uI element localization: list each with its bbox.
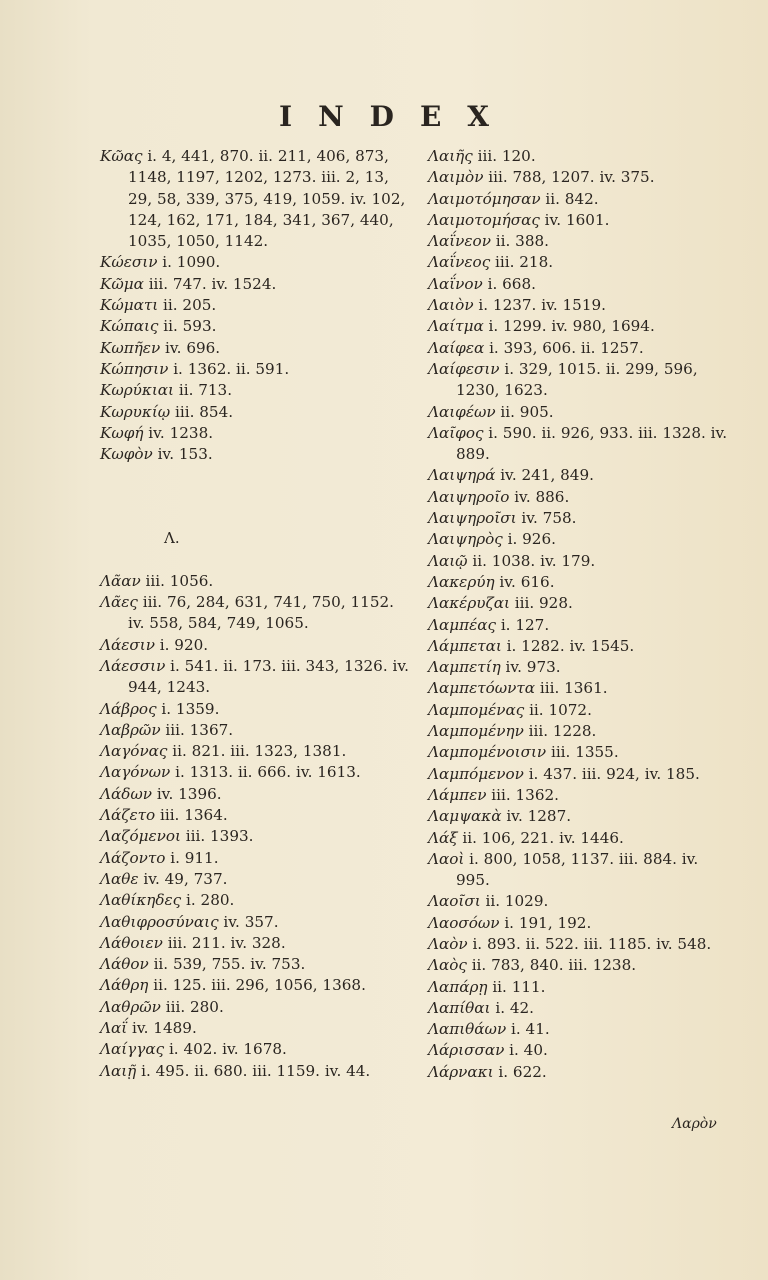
index-references: ii. 842. bbox=[545, 189, 599, 208]
index-headword: Λαΐνον bbox=[428, 274, 483, 293]
index-entry bbox=[428, 678, 728, 699]
index-headword: Λαιψηροῖο bbox=[428, 487, 510, 506]
index-references: iv. 241, 849. bbox=[500, 466, 594, 485]
index-references: i. 40. bbox=[509, 1041, 548, 1060]
index-group-kappa bbox=[100, 146, 412, 465]
index-entry bbox=[100, 741, 412, 762]
index-references: i. 926. bbox=[507, 530, 556, 549]
index-headword: Κώπησιν bbox=[100, 359, 169, 378]
index-references: iii. 747. iv. 1524. bbox=[148, 274, 277, 293]
index-headword: Λαιφέων bbox=[428, 402, 496, 421]
index-entry bbox=[428, 806, 728, 827]
index-entry bbox=[428, 551, 728, 572]
index-references: iv. 49, 737. bbox=[143, 869, 228, 888]
index-entry bbox=[428, 828, 728, 849]
index-references: iii. 1361. bbox=[539, 679, 608, 698]
index-group-lambda-continued bbox=[428, 146, 728, 1083]
index-references: i. 1299. iv. 980, 1694. bbox=[488, 317, 655, 336]
index-entry bbox=[100, 592, 412, 635]
index-references: iv. 1601. bbox=[544, 210, 610, 229]
index-headword: Κώματι bbox=[100, 296, 159, 315]
index-headword: Λαίφεα bbox=[428, 338, 485, 357]
index-entry bbox=[100, 359, 412, 380]
index-headword: Κωφὸν bbox=[100, 445, 153, 464]
index-entry bbox=[428, 359, 728, 402]
index-references: i. 4, 441, 870. ii. 211, 406, 873, 1148, 1197, 1202, 1273. iii. 2, 13, 29, 58, 339, 375, 419, 1059. iv. 102, 124, 162, 171, 184, 341, 367, 440, 1035, 1050, 1142. bbox=[128, 147, 406, 251]
index-entry bbox=[428, 1019, 728, 1040]
index-entry bbox=[428, 615, 728, 636]
index-headword: Λάβρος bbox=[100, 699, 157, 718]
index-headword: Κωρυκίῳ bbox=[100, 402, 171, 421]
index-headword: Λάθοιεν bbox=[100, 933, 163, 952]
index-references: ii. 593. bbox=[163, 317, 217, 336]
index-references: ii. 205. bbox=[163, 296, 217, 315]
index-headword: Λαιὸν bbox=[428, 296, 474, 315]
index-entry bbox=[100, 252, 412, 273]
index-references: ii. 1029. bbox=[485, 892, 549, 911]
index-entry bbox=[100, 571, 412, 592]
index-references: iv. 758. bbox=[521, 509, 577, 528]
index-headword: Λαΐ bbox=[100, 1018, 128, 1037]
index-entry bbox=[428, 210, 728, 231]
index-entry bbox=[100, 274, 412, 295]
index-headword: Λαμπετόωντα bbox=[428, 679, 536, 698]
index-entry bbox=[428, 402, 728, 423]
index-headword: Λαπιθάων bbox=[428, 1020, 507, 1039]
index-references: iii. 1367. bbox=[165, 720, 234, 739]
index-entry bbox=[428, 764, 728, 785]
index-references: i. 1282. iv. 1545. bbox=[506, 636, 635, 655]
index-entry bbox=[428, 849, 728, 892]
index-entry bbox=[428, 934, 728, 955]
index-entry bbox=[100, 912, 412, 933]
index-headword: Λακέρυζαι bbox=[428, 594, 510, 613]
index-headword: Λαιψηρὸς bbox=[428, 530, 503, 549]
index-references: ii. 388. bbox=[495, 232, 549, 251]
index-entry bbox=[428, 423, 728, 466]
index-headword: Λάξ bbox=[428, 828, 458, 847]
index-headword: Λάζοντο bbox=[100, 848, 166, 867]
index-headword: Λαιψηρά bbox=[428, 466, 496, 485]
index-references: iv. 1238. bbox=[148, 423, 214, 442]
index-references: iv. 696. bbox=[165, 338, 221, 357]
index-entry bbox=[100, 805, 412, 826]
index-references: iv. 1396. bbox=[156, 784, 222, 803]
index-references: i. 127. bbox=[500, 615, 550, 634]
index-entry bbox=[428, 593, 728, 614]
index-headword: Κώεσιν bbox=[100, 253, 158, 272]
index-entry bbox=[100, 954, 412, 975]
index-references: ii. 539, 755. iv. 753. bbox=[153, 955, 306, 974]
index-entry bbox=[100, 933, 412, 954]
index-references: ii. 125. iii. 296, 1056, 1368. bbox=[153, 976, 366, 995]
index-headword: Λάρισσαν bbox=[428, 1041, 505, 1060]
index-headword: Λαπάρῃ bbox=[428, 977, 488, 996]
index-headword: Κῶμα bbox=[100, 274, 144, 293]
index-headword: Λαθίκηδες bbox=[100, 891, 182, 910]
index-headword: Λαὸν bbox=[428, 934, 468, 953]
index-headword: Λάζετο bbox=[100, 806, 156, 825]
index-headword: Κωρύκιαι bbox=[100, 381, 175, 400]
index-references: ii. 106, 221. iv. 1446. bbox=[462, 828, 624, 847]
index-entry bbox=[428, 295, 728, 316]
index-entry bbox=[100, 1039, 412, 1060]
index-headword: Λάμπεται bbox=[428, 636, 502, 655]
index-entry bbox=[428, 891, 728, 912]
index-entry bbox=[100, 316, 412, 337]
index-entry bbox=[428, 657, 728, 678]
index-entry bbox=[428, 487, 728, 508]
index-references: i. 800, 1058, 1137. iii. 884. iv. 995. bbox=[456, 849, 699, 890]
index-references: iii. 218. bbox=[495, 253, 554, 272]
index-references: i. 42. bbox=[495, 998, 535, 1017]
index-entry bbox=[428, 338, 728, 359]
index-entry bbox=[100, 784, 412, 805]
index-entry bbox=[100, 338, 412, 359]
index-entry bbox=[100, 1018, 412, 1039]
index-headword: Λαιμοτομήσας bbox=[428, 210, 540, 229]
index-entry bbox=[428, 508, 728, 529]
index-references: i. 1090. bbox=[162, 253, 221, 272]
index-headword: Λαΐνεον bbox=[428, 232, 491, 251]
index-references: i. 1313. ii. 666. iv. 1613. bbox=[175, 763, 361, 782]
index-entry bbox=[428, 146, 728, 167]
index-references: i. 41. bbox=[511, 1020, 550, 1039]
index-entry bbox=[428, 785, 728, 806]
index-references: iv. 616. bbox=[499, 572, 555, 591]
index-headword: Λαγόνων bbox=[100, 763, 171, 782]
section-letter: Λ. bbox=[164, 529, 180, 548]
index-headword: Λάδων bbox=[100, 784, 152, 803]
index-entry bbox=[428, 636, 728, 657]
index-headword: Λάεσσιν bbox=[100, 656, 166, 675]
index-entry bbox=[100, 656, 412, 699]
index-headword: Λαίφεσιν bbox=[428, 359, 500, 378]
index-headword: Λάμπεν bbox=[428, 785, 487, 804]
index-entry bbox=[100, 890, 412, 911]
index-headword: Λαὸς bbox=[428, 956, 467, 975]
index-entry bbox=[428, 274, 728, 295]
index-headword: Λαμπετίη bbox=[428, 658, 501, 677]
index-headword: Λᾶες bbox=[100, 593, 138, 612]
catchword: Λαρὸν bbox=[672, 1116, 717, 1132]
index-references: iii. 1362. bbox=[491, 785, 560, 804]
index-entry bbox=[428, 231, 728, 252]
index-headword: Λαθρῶν bbox=[100, 997, 161, 1016]
index-entry bbox=[428, 955, 728, 976]
index-references: iii. 211. iv. 328. bbox=[167, 933, 286, 952]
index-references: iii. 280. bbox=[165, 997, 224, 1016]
index-references: ii. 783, 840. iii. 1238. bbox=[471, 956, 637, 975]
index-headword: Λάεσιν bbox=[100, 635, 155, 654]
index-headword: Κῶας bbox=[100, 147, 143, 165]
index-references: i. 495. ii. 680. iii. 1159. iv. 44. bbox=[141, 1061, 371, 1080]
index-references: ii. 111. bbox=[492, 977, 546, 996]
index-headword: Λαιμὸν bbox=[428, 168, 484, 187]
index-entry bbox=[100, 380, 412, 401]
index-entry bbox=[100, 869, 412, 890]
index-references: iii. 1355. bbox=[550, 743, 619, 762]
index-references: i. 402. iv. 1678. bbox=[168, 1040, 287, 1059]
index-headword: Λαίτμα bbox=[428, 317, 484, 336]
index-references: i. 541. ii. 173. iii. 343, 1326. iv. 944, 1243. bbox=[128, 656, 409, 697]
index-headword: Λαῖφος bbox=[428, 423, 484, 442]
index-headword: Λᾶαν bbox=[100, 571, 141, 590]
left-column bbox=[100, 146, 412, 1082]
index-references: ii. 905. bbox=[500, 402, 554, 421]
index-entry bbox=[428, 1040, 728, 1061]
index-references: iv. 1489. bbox=[132, 1018, 197, 1037]
index-entry bbox=[100, 826, 412, 847]
index-entry bbox=[100, 848, 412, 869]
index-headword: Κώπαις bbox=[100, 317, 159, 336]
index-entry bbox=[428, 465, 728, 486]
index-references: iii. 1393. bbox=[185, 827, 254, 846]
index-headword: Λαζόμενοι bbox=[100, 827, 181, 846]
index-headword: Λαοσόων bbox=[428, 913, 500, 932]
index-entry bbox=[100, 720, 412, 741]
index-references: iv. 1287. bbox=[506, 807, 572, 826]
index-headword: Λαθιφροσύναις bbox=[100, 912, 219, 931]
index-headword: Λάθρη bbox=[100, 976, 149, 995]
index-entry bbox=[428, 167, 728, 188]
index-headword: Λαμψακὰ bbox=[428, 807, 502, 826]
index-references: iii. 928. bbox=[514, 594, 573, 613]
index-entry bbox=[100, 423, 412, 444]
index-references: i. 668. bbox=[487, 274, 536, 293]
index-headword: Λαμπομένας bbox=[428, 700, 525, 719]
index-headword: Λαβρῶν bbox=[100, 720, 161, 739]
index-headword: Λαίγγας bbox=[100, 1040, 165, 1059]
index-entry bbox=[428, 189, 728, 210]
index-entry bbox=[100, 444, 412, 465]
index-entry bbox=[100, 1061, 412, 1082]
index-references: i. 590. ii. 926, 933. iii. 1328. iv. 889. bbox=[456, 423, 728, 464]
index-headword: Λαιμοτόμησαν bbox=[428, 189, 541, 208]
index-references: iii. 1364. bbox=[159, 806, 228, 825]
index-entry bbox=[100, 295, 412, 316]
index-references: ii. 713. bbox=[178, 381, 233, 400]
index-entry bbox=[428, 913, 728, 934]
index-references: i. 1237. iv. 1519. bbox=[478, 296, 606, 315]
index-references: i. 191, 192. bbox=[504, 913, 592, 932]
index-references: iv. 153. bbox=[157, 445, 213, 464]
index-references: iii. 120. bbox=[477, 147, 536, 165]
index-references: iii. 1228. bbox=[528, 722, 597, 741]
index-entry bbox=[428, 998, 728, 1019]
index-entry bbox=[428, 742, 728, 763]
index-entry bbox=[100, 635, 412, 656]
index-references: i. 911. bbox=[170, 848, 219, 867]
index-headword: Λαιῇ bbox=[100, 1061, 137, 1080]
index-references: i. 329, 1015. ii. 299, 596, 1230, 1623. bbox=[456, 359, 698, 400]
index-entry bbox=[428, 977, 728, 998]
index-headword: Λαθε bbox=[100, 869, 139, 888]
index-references: i. 1362. ii. 591. bbox=[173, 359, 290, 378]
index-entry bbox=[428, 572, 728, 593]
index-headword: Λαμπόμενον bbox=[428, 764, 524, 783]
index-headword: Λαοὶ bbox=[428, 849, 465, 868]
index-group-lambda bbox=[100, 571, 412, 1082]
page-title: INDEX bbox=[278, 100, 516, 133]
index-entry bbox=[428, 252, 728, 273]
index-headword: Λαοῖσι bbox=[428, 892, 481, 911]
index-references: i. 920. bbox=[159, 635, 209, 654]
index-references: iii. 76, 284, 631, 741, 750, 1152. iv. 558, 584, 749, 1065. bbox=[128, 593, 394, 633]
index-headword: Λαιῷ bbox=[428, 551, 468, 570]
index-entry bbox=[100, 997, 412, 1018]
index-entry bbox=[428, 529, 728, 550]
index-entry bbox=[100, 699, 412, 720]
index-references: iii. 788, 1207. iv. 375. bbox=[488, 168, 655, 187]
index-references: iv. 357. bbox=[223, 912, 279, 931]
index-entry bbox=[100, 402, 412, 423]
index-headword: Λάρνακι bbox=[428, 1062, 494, 1081]
index-references: ii. 821. iii. 1323, 1381. bbox=[172, 742, 347, 761]
index-references: i. 393, 606. ii. 1257. bbox=[489, 338, 644, 357]
index-references: i. 280. bbox=[186, 891, 235, 910]
index-headword: Λαμπομένοισιν bbox=[428, 743, 547, 762]
index-headword: Λακερύη bbox=[428, 572, 495, 591]
index-headword: Λάθον bbox=[100, 955, 149, 974]
index-references: i. 622. bbox=[498, 1062, 547, 1081]
index-references: ii. 1038. iv. 179. bbox=[472, 551, 596, 570]
index-references: i. 893. ii. 522. iii. 1185. iv. 548. bbox=[472, 934, 712, 953]
index-headword: Λαπίθαι bbox=[428, 998, 491, 1017]
index-references: ii. 1072. bbox=[529, 700, 592, 719]
index-headword: Λαιῆς bbox=[428, 147, 473, 165]
index-headword: Κωφή bbox=[100, 423, 144, 442]
index-references: i. 437. iii. 924, iv. 185. bbox=[528, 764, 700, 783]
index-entry bbox=[428, 1062, 728, 1083]
right-column bbox=[428, 146, 728, 1083]
index-references: iii. 1056. bbox=[145, 571, 214, 590]
index-references: iv. 886. bbox=[514, 487, 570, 506]
index-entry bbox=[428, 316, 728, 337]
index-headword: Λαΐνεος bbox=[428, 253, 491, 272]
index-entry bbox=[100, 762, 412, 783]
index-headword: Κωπῆεν bbox=[100, 338, 161, 357]
index-references: i. 1359. bbox=[161, 699, 220, 718]
index-entry bbox=[428, 721, 728, 742]
index-headword: Λαμπομένην bbox=[428, 722, 524, 741]
index-references: iv. 973. bbox=[505, 658, 561, 677]
index-entry bbox=[100, 146, 412, 252]
index-entry bbox=[428, 700, 728, 721]
index-headword: Λαιψηροῖσι bbox=[428, 509, 517, 528]
index-headword: Λαμπέας bbox=[428, 615, 496, 634]
index-headword: Λαγόνας bbox=[100, 742, 168, 761]
index-entry bbox=[100, 975, 412, 996]
index-references: iii. 854. bbox=[175, 402, 234, 421]
